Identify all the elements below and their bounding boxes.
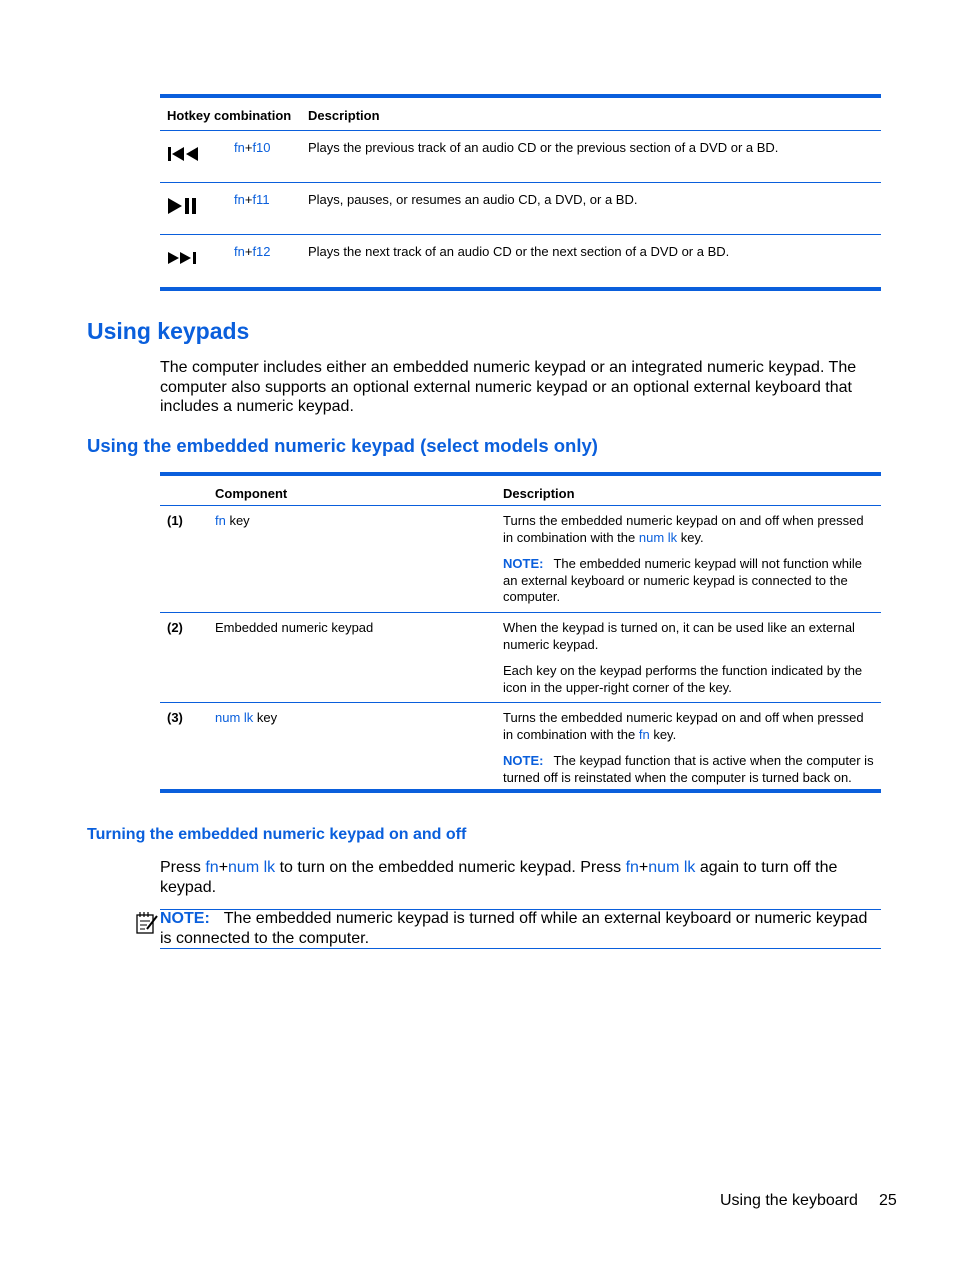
table-row [160,703,881,789]
row-number: (1) [167,513,183,528]
row-number: (3) [167,710,183,725]
hotkey-description: Plays the previous track of an audio CD or the previous section of a DVD or a BD. [308,140,779,155]
header-hotkey-combination: Hotkey combination [167,108,292,123]
table-note: NOTE: The embedded numeric keypad will not function while an external keyboard or numeric keypad is connected to the computer. [503,556,863,604]
table-row [160,131,881,183]
hotkey-combo: fn+f10 [234,140,271,155]
hotkey-description: Plays, pauses, or resumes an audio CD, a DVD, or a BD. [308,192,638,207]
page-number: 25 [879,1192,897,1209]
subsection-title: Using the embedded numeric keypad (select models only) [87,435,598,456]
hotkey-combo: fn+f12 [234,244,271,259]
table-row [160,235,881,287]
instruction-paragraph: Press fn+num lk to turn on the embedded numeric keypad. Press fn+num lk again to turn off the keypad. [160,859,838,896]
previous-track-icon [167,145,201,163]
header-description: Description [308,108,380,123]
section-intro: The computer includes either an embedded numeric keypad or an integrated numeric keypad. The computer also supports an optional external numeric keypad or an optional external keyboard that includes a numeric keypad. [160,359,857,415]
section-title: Using keypads [87,318,250,344]
component-name: fn key [215,513,250,528]
table-bottom-rule [160,287,881,291]
header-component: Component [215,486,288,501]
subsubsection-title: Turning the embedded numeric keypad on and off [87,826,467,843]
component-description: When the keypad is turned on, it can be used like an external numeric keypad. Each key on the keypad performs the function indicated by the icon in the upper-right corner of the key. [503,620,863,695]
component-description: Turns the embedded numeric keypad on and off when pressed in combination with the fn key. NOTE: The keypad function that is active when the computer is turned off is reinstated when the computer is turned back on. [503,710,874,785]
table-header [160,476,881,506]
note-box [160,909,881,949]
note-text: The embedded numeric keypad is turned off while an external keyboard or numeric keypad is connected to the computer. [160,910,868,947]
hotkey-table [160,94,881,291]
table-row [160,506,881,613]
table-note: NOTE: The keypad function that is active when the computer is turned off is reinstated when the computer is turned back on. [503,753,874,785]
component-name: num lk key [215,710,278,725]
row-number: (2) [167,620,183,635]
table-row [160,183,881,235]
component-table [160,472,881,793]
hotkey-combo: fn+f11 [234,192,270,207]
note-label: NOTE: [160,910,210,927]
component-name: Embedded numeric keypad [215,620,374,635]
component-description: Turns the embedded numeric keypad on and off when pressed in combination with the num lk key. NOTE: The embedded numeric keypad will not function while an external keyboard or numeric keypad is connected to the computer. [503,513,875,616]
hotkey-description: Plays the next track of an audio CD or the next section of a DVD or a BD. [308,244,730,259]
header-description: Description [503,486,575,501]
footer-title: Using the keyboard [720,1192,858,1209]
next-track-icon [167,249,201,267]
note-icon [135,910,159,934]
play-pause-icon [167,197,201,215]
table-row [160,613,881,703]
table-header [160,98,881,131]
